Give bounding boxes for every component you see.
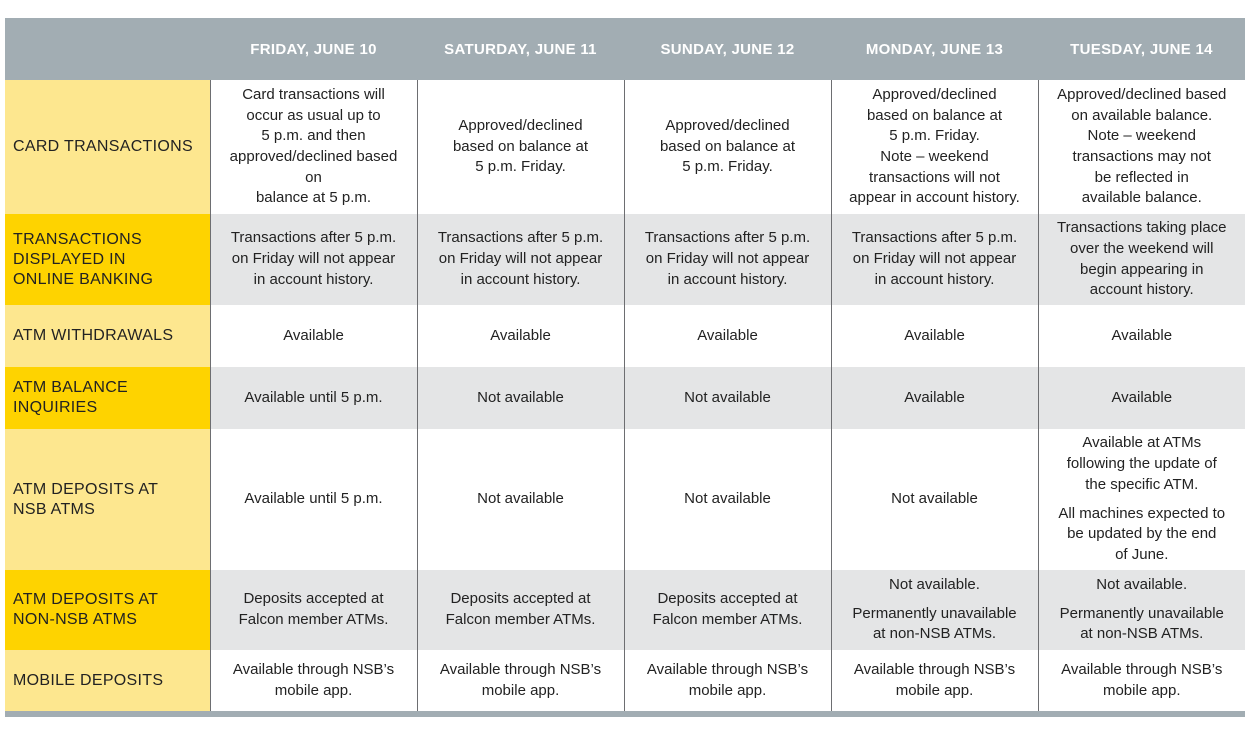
cell-paragraph — [631, 489, 825, 510]
row-label-line: INQUIRIES — [13, 399, 98, 416]
cell-line: in account history. — [253, 270, 374, 288]
cell-line: Available — [904, 326, 965, 344]
cell-line: at non-NSB ATMs. — [1080, 625, 1204, 643]
cell-paragraph — [838, 228, 1032, 290]
cell-paragraph — [1045, 504, 1240, 566]
row-atm-balance-inquiries — [5, 367, 1245, 429]
cell-paragraph — [424, 228, 618, 290]
cell-line: 5 p.m. Friday. — [475, 158, 566, 176]
cell-sunday — [624, 305, 831, 367]
cell-paragraph — [631, 589, 825, 630]
cell-paragraph — [217, 326, 411, 347]
cell-line: Deposits accepted at — [657, 590, 798, 608]
cell-paragraph — [838, 575, 1032, 596]
cell-tuesday — [1038, 80, 1245, 214]
cell-friday — [210, 80, 417, 214]
cell-line: on available balance. — [1071, 106, 1213, 124]
cell-line: Not available. — [889, 575, 980, 593]
cell-paragraph — [217, 589, 411, 630]
cell-paragraph — [631, 228, 825, 290]
cell-tuesday — [1038, 214, 1245, 305]
cell-line: Transactions taking place — [1056, 219, 1227, 237]
cell-line: on — [305, 168, 322, 186]
row-label-line: ATM DEPOSITS AT — [13, 480, 159, 498]
cell-monday — [831, 429, 1038, 570]
cell-paragraph — [1045, 218, 1240, 301]
row-label-line: TRANSACTIONS — [13, 230, 142, 248]
cell-friday — [210, 305, 417, 367]
cell-paragraph — [838, 660, 1032, 701]
row-label — [5, 570, 210, 650]
cell-line: Note – weekend — [880, 148, 989, 165]
cell-line: Falcon member ATMs. — [652, 611, 803, 628]
cell-monday — [831, 650, 1038, 711]
cell-paragraph — [838, 388, 1032, 409]
cell-line: Transactions after 5 p.m. — [437, 229, 604, 247]
row-label-line: DISPLAYED IN — [13, 250, 126, 268]
cell-saturday — [417, 570, 624, 650]
cell-line: Permanently unavailable — [852, 604, 1017, 622]
cell-line: account history. — [1089, 281, 1194, 299]
cell-line: 5 p.m. Friday. — [889, 127, 980, 145]
cell-line: Not available — [477, 490, 564, 508]
cell-line: Transactions after 5 p.m. — [230, 229, 397, 247]
header-friday: FRIDAY, JUNE 10 — [210, 18, 417, 80]
row-label-line: MOBILE DEPOSITS — [13, 671, 164, 689]
cell-paragraph — [631, 388, 825, 409]
cell-paragraph — [1045, 326, 1240, 347]
cell-line: balance at 5 p.m. — [255, 189, 372, 207]
cell-line: approved/declined based — [229, 148, 398, 165]
cell-line: be reflected in — [1094, 168, 1189, 186]
cell-line: in account history. — [460, 270, 581, 288]
row-atm-withdrawals — [5, 305, 1245, 367]
cell-line: Available until 5 p.m. — [244, 490, 383, 508]
cell-line: over the weekend will — [1070, 239, 1214, 257]
row-label-line: ATM WITHDRAWALS — [13, 327, 174, 344]
row-atm-deposits-nsb — [5, 429, 1245, 570]
cell-sunday — [624, 80, 831, 214]
cell-paragraph — [217, 489, 411, 510]
schedule-body — [5, 80, 1245, 711]
cell-line: Not available — [684, 490, 771, 508]
cell-line: Available — [904, 388, 965, 406]
cell-line: mobile app. — [1102, 681, 1181, 699]
cell-line: transactions may not — [1072, 148, 1211, 165]
cell-paragraph — [217, 228, 411, 290]
cell-line: All machines expected to — [1058, 504, 1226, 522]
cell-paragraph — [424, 589, 618, 630]
row-label-line: ONLINE BANKING — [13, 270, 154, 288]
row-label — [5, 305, 210, 367]
header-tuesday: TUESDAY, JUNE 14 — [1038, 18, 1245, 80]
row-card-transactions — [5, 80, 1245, 214]
cell-line: mobile app. — [688, 681, 767, 699]
cell-paragraph — [1045, 388, 1240, 409]
cell-tuesday — [1038, 305, 1245, 367]
cell-line: Available through NSB’s — [232, 660, 395, 678]
cell-sunday — [624, 650, 831, 711]
cell-line: Available at ATMs — [1082, 434, 1202, 452]
cell-line: based on balance at — [452, 137, 589, 155]
cell-line: Deposits accepted at — [450, 590, 591, 608]
cell-paragraph — [838, 489, 1032, 510]
cell-line: based on balance at — [659, 137, 796, 155]
cell-line: Available through NSB’s — [853, 660, 1016, 678]
cell-line: Falcon member ATMs. — [445, 611, 596, 628]
cell-line: 5 p.m. and then — [261, 127, 366, 145]
cell-monday — [831, 80, 1038, 214]
cell-saturday — [417, 429, 624, 570]
cell-line: based on balance at — [866, 106, 1003, 124]
row-label-line: NON-NSB ATMS — [13, 611, 138, 628]
row-label — [5, 650, 210, 711]
row-label-line: CARD TRANSACTIONS — [13, 138, 193, 155]
cell-line: Note – weekend — [1087, 127, 1196, 145]
cell-line: available balance. — [1081, 189, 1202, 207]
cell-sunday — [624, 429, 831, 570]
row-mobile-deposits — [5, 650, 1245, 711]
cell-tuesday — [1038, 650, 1245, 711]
cell-line: Available — [1111, 388, 1173, 406]
cell-line: Approved/declined — [458, 116, 583, 134]
schedule-table — [5, 18, 1245, 711]
cell-line: on Friday will not appear — [645, 250, 810, 268]
header-sunday: SUNDAY, JUNE 12 — [624, 18, 831, 80]
row-label — [5, 429, 210, 570]
cell-tuesday — [1038, 429, 1245, 570]
cell-line: Available — [697, 326, 758, 344]
cell-sunday — [624, 570, 831, 650]
cell-line: in account history. — [667, 270, 788, 288]
cell-paragraph — [838, 85, 1032, 209]
cell-line: begin appearing in — [1080, 260, 1204, 278]
cell-paragraph — [631, 116, 825, 178]
cell-saturday — [417, 650, 624, 711]
cell-line: following the update of — [1066, 455, 1217, 473]
cell-friday — [210, 570, 417, 650]
cell-paragraph — [631, 660, 825, 701]
cell-paragraph — [1045, 433, 1240, 495]
cell-friday — [210, 367, 417, 429]
cell-paragraph — [631, 326, 825, 347]
cell-paragraph — [424, 326, 618, 347]
row-label — [5, 214, 210, 305]
cell-line: Available — [1111, 326, 1173, 344]
cell-line: Permanently unavailable — [1059, 604, 1224, 622]
cell-line: of June. — [1115, 545, 1169, 563]
cell-paragraph — [1045, 660, 1240, 701]
cell-paragraph — [1045, 575, 1240, 596]
cell-line: Available — [283, 326, 344, 344]
cell-friday — [210, 429, 417, 570]
cell-paragraph — [1045, 604, 1240, 645]
cell-paragraph — [424, 489, 618, 510]
cell-line: transactions will not — [869, 168, 1000, 186]
cell-line: mobile app. — [895, 681, 974, 699]
cell-line: Not available — [684, 388, 771, 406]
cell-line: Not available — [477, 388, 564, 406]
cell-monday — [831, 305, 1038, 367]
cell-line: in account history. — [874, 270, 995, 288]
cell-line: 5 p.m. Friday. — [682, 158, 773, 176]
row-label-line: NSB ATMS — [13, 500, 96, 518]
cell-saturday — [417, 80, 624, 214]
cell-paragraph — [217, 660, 411, 701]
cell-paragraph — [424, 660, 618, 701]
cell-line: mobile app. — [481, 681, 560, 699]
cell-sunday — [624, 367, 831, 429]
cell-line: Falcon member ATMs. — [238, 611, 389, 628]
header-saturday: SATURDAY, JUNE 11 — [417, 18, 624, 80]
cell-paragraph — [217, 85, 411, 209]
row-online-banking — [5, 214, 1245, 305]
cell-line: Deposits accepted at — [243, 590, 384, 608]
cell-line: Available through NSB’s — [646, 660, 809, 678]
cell-monday — [831, 214, 1038, 305]
cell-line: Available until 5 p.m. — [244, 388, 383, 406]
header-corner — [5, 18, 210, 80]
row-atm-deposits-non-nsb — [5, 570, 1245, 650]
cell-line: Available through NSB’s — [1061, 660, 1223, 678]
cell-paragraph — [838, 604, 1032, 645]
cell-line: be updated by the end — [1067, 525, 1217, 543]
cell-line: Transactions after 5 p.m. — [851, 229, 1018, 247]
cell-friday — [210, 650, 417, 711]
cell-saturday — [417, 305, 624, 367]
cell-line: Not available. — [1096, 575, 1188, 593]
cell-friday — [210, 214, 417, 305]
cell-paragraph — [424, 388, 618, 409]
cell-line: Not available — [891, 490, 978, 508]
cell-paragraph — [1045, 85, 1240, 209]
cell-line: mobile app. — [274, 681, 353, 699]
cell-line: the specific ATM. — [1085, 475, 1199, 493]
cell-line: Available — [490, 326, 551, 344]
cell-line: on Friday will not appear — [438, 250, 603, 268]
cell-sunday — [624, 214, 831, 305]
cell-saturday — [417, 367, 624, 429]
cell-line: on Friday will not appear — [852, 250, 1017, 268]
cell-line: Approved/declined — [665, 116, 790, 134]
row-label — [5, 367, 210, 429]
cell-paragraph — [838, 326, 1032, 347]
cell-line: Card transactions will — [242, 85, 385, 103]
cell-line: Available through NSB’s — [439, 660, 602, 678]
cell-tuesday — [1038, 367, 1245, 429]
cell-line: at non-NSB ATMs. — [872, 625, 997, 643]
cell-line: Approved/declined based — [1057, 85, 1227, 103]
cell-line: on Friday will not appear — [231, 250, 396, 268]
cell-line: occur as usual up to — [246, 106, 381, 124]
row-label-line: ATM BALANCE — [13, 379, 129, 396]
header-monday: MONDAY, JUNE 13 — [831, 18, 1038, 80]
header-row — [5, 18, 1245, 80]
row-label-line: ATM DEPOSITS AT — [13, 591, 159, 608]
row-label — [5, 80, 210, 214]
cell-line: Approved/declined — [872, 85, 997, 103]
cell-paragraph — [217, 388, 411, 409]
cell-tuesday — [1038, 570, 1245, 650]
bottom-rule — [5, 711, 1245, 717]
cell-saturday — [417, 214, 624, 305]
cell-paragraph — [424, 116, 618, 178]
cell-monday — [831, 570, 1038, 650]
cell-line: Transactions after 5 p.m. — [644, 229, 811, 247]
cell-monday — [831, 367, 1038, 429]
cell-line: appear in account history. — [849, 189, 1020, 207]
